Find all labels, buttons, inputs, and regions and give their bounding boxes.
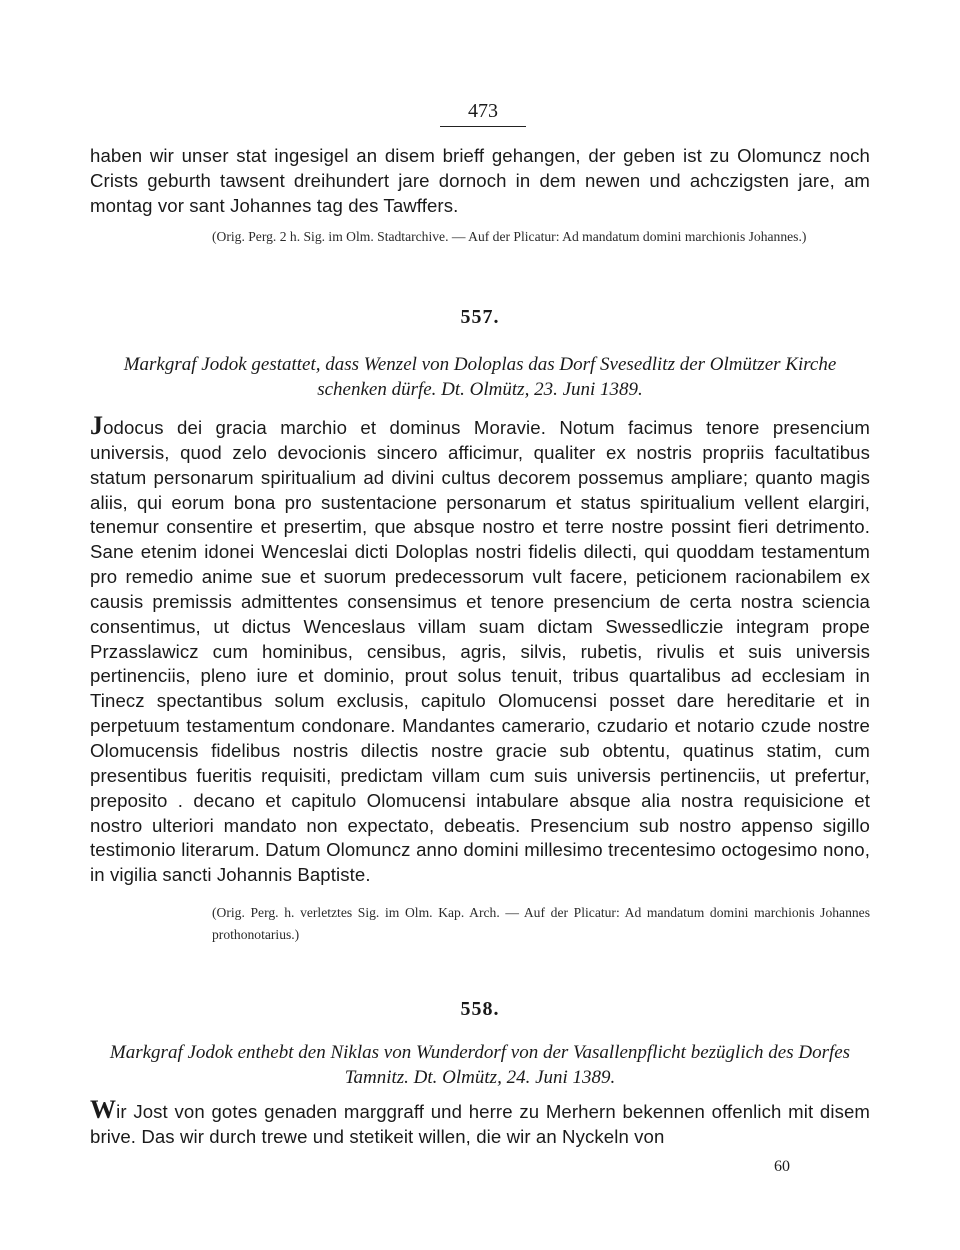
intro-text: haben wir unser stat ingesigel an disem brieff gehangen, der geben ist zu Olomuncz noch Crists geburth tawsent dreihundert jare dornoch in dem newen und achczigsten jare, am montag vor sant Johannes tag des Tawffers. xyxy=(90,145,870,216)
doc-558-regest-block xyxy=(90,1040,870,1090)
intro-source-note: (Orig. Perg. 2 h. Sig. im Olm. Stadtarchive. — Auf der Plicatur: Ad mandatum domini marchionis Johannes.) xyxy=(212,229,807,244)
doc-558-regest: Markgraf Jodok enthebt den Niklas von Wunderdorf von der Vasallenpflicht bezüglich des Dorfes Tamnitz. Dt. Olmütz, 24. Juni 1389. xyxy=(109,1042,851,1088)
doc-557-source-note: (Orig. Perg. h. verletztes Sig. im Olm. Kap. Arch. — Auf der Plicatur: Ad mandatum domini marchionis Johannes prothonotarius.) xyxy=(212,905,870,942)
intro-section xyxy=(90,144,870,219)
doc-557-text xyxy=(90,411,870,888)
doc-557-text-body: odocus dei gracia marchio et dominus Moravie. Notum facimus tenore presencium universis, quod zelo devocionis sincero afficimur, qualiter ex nostris propriis facultatibus statum personarum spiritualium ad divini cultus decorem possemus ampliare; quanto magis aliis, qui eorum bona pro sustentacione personarum et status spiritualium vellent elargiri, tenemur consentire et presertim, que absque nostro et terre nostre possint fieri detrimento. Sane etenim idonei Wenceslai dicti Doloplas nostri fidelis dilecti, qui quoddam testamentum pro remedio anime sue et suorum predecessorum vult facere, peticionem racionabilem ex causis premissis admittentes consensimus et tenore presencium de certa nostra sciencia consentimus, ut dictus Wenceslaus villam suam dictam Swessedliczie integram prope Przasslawicz cum hominibus, censibus, agris, silvis, rubetis, rivulis et suis universis pertinenciis, pleno iure et dominio, prout solus tenuit, tribus quartalibus ad ecclesiam in Tinecz spectantibus solum exclusis, capitulo Olomucensi posset dare hereditarie et in perpetuum testamentum condonare. Mandantes camerario, czudario et notario czude nostre Olomucensis fidelibus nostris dilectis nostre gracie sub obtentu, quatinus statim, cum presentibus fueritis requisiti, predictam villam cum suis universis pertinenciis, ut prefertur, preposito . decano et capitulo Olomucensi intabulare absque alia nostra requisicione et nostro ulteriori mandato non expectato, debeatis. Presencium sub nostro appenso sigillo testimonio literarum. Datum Olomuncz anno domini millesimo trecentesimo octogesimo nono, in vigilia sancti Johannis Baptiste. xyxy=(90,417,870,886)
doc-558-number: 558. xyxy=(460,998,500,1020)
doc-558-text-body: ir Jost von gotes genaden marggraff und herre zu Merhern bekennen offenlich mit disem brive. Das wir durch trewe und stetikeit willen, die wir an Nyckeln von xyxy=(90,1101,870,1147)
doc-557-regest-block xyxy=(90,352,870,402)
fold-signature: 60 xyxy=(774,1158,790,1175)
doc-557-body xyxy=(90,411,870,888)
doc-558-text xyxy=(90,1095,870,1150)
page-number: 473 xyxy=(468,100,498,122)
doc-558-initial: W xyxy=(90,1095,117,1124)
doc-557-number: 557. xyxy=(460,306,500,328)
doc-557-note-section xyxy=(90,902,870,946)
intro-note-section xyxy=(90,226,870,248)
doc-557-initial: J xyxy=(90,411,104,440)
page-number-rule xyxy=(440,126,526,127)
doc-558-body xyxy=(90,1095,870,1150)
doc-557-regest: Markgraf Jodok gestattet, dass Wenzel von Doloplas das Dorf Svesedlitz der Olmützer Kirche schenken dürfe. Dt. Olmütz, 23. Juni 1389. xyxy=(123,354,837,400)
